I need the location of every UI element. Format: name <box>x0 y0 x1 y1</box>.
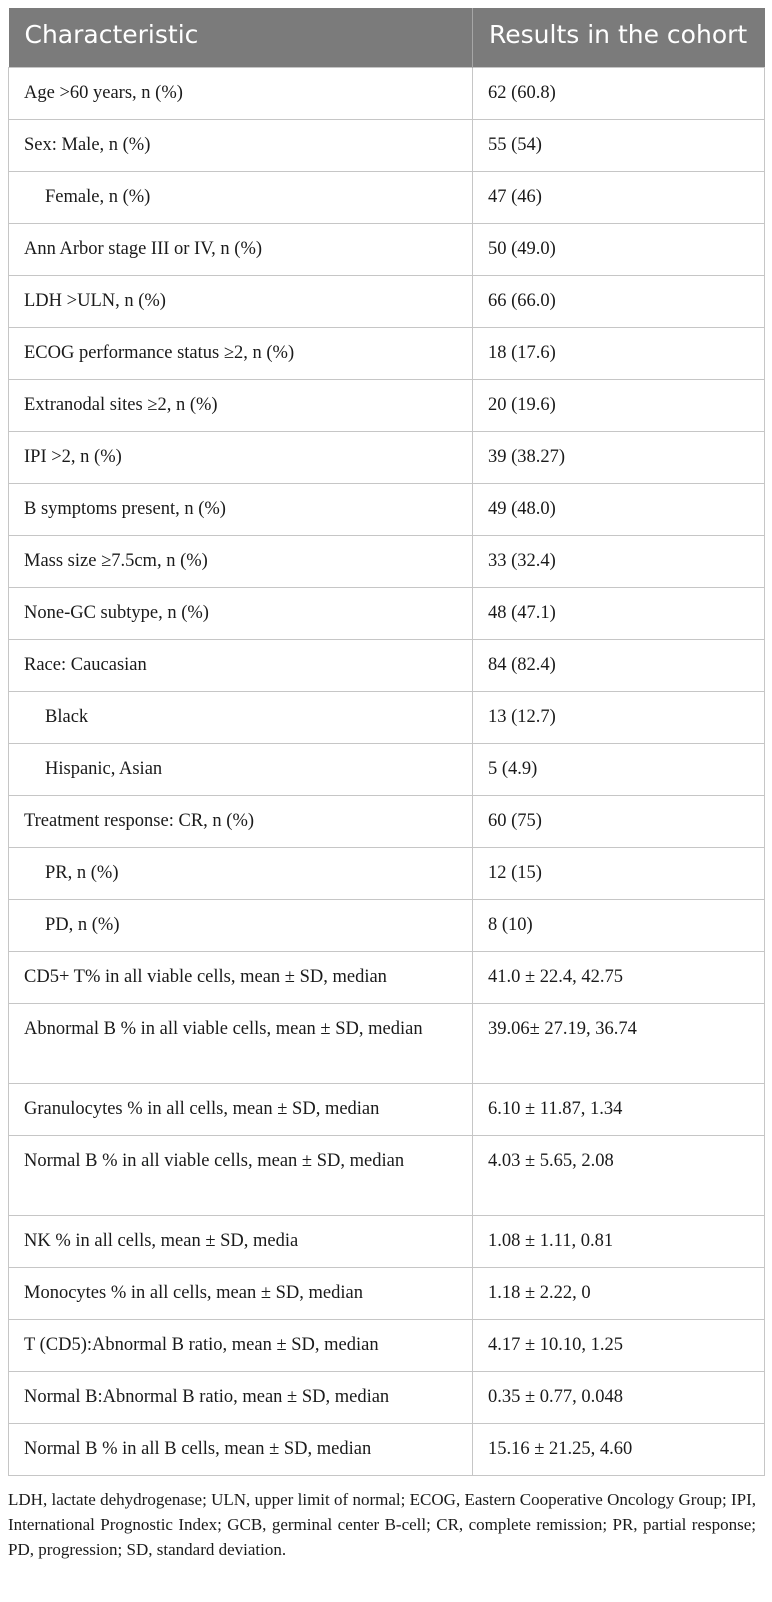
cell-characteristic: IPI >2, n (%) <box>9 431 473 483</box>
cell-characteristic: T (CD5):Abnormal B ratio, mean ± SD, median <box>9 1319 473 1371</box>
table-row <box>9 379 765 431</box>
cell-characteristic: LDH >ULN, n (%) <box>9 275 473 327</box>
cell-result: 20 (19.6) <box>473 379 765 431</box>
cell-characteristic: ECOG performance status ≥2, n (%) <box>9 327 473 379</box>
cell-result: 50 (49.0) <box>473 223 765 275</box>
table-row <box>9 639 765 691</box>
cell-characteristic: PD, n (%) <box>9 899 473 951</box>
table-row <box>9 67 765 119</box>
table-row <box>9 1319 765 1371</box>
table-row <box>9 1267 765 1319</box>
cell-result: 62 (60.8) <box>473 67 765 119</box>
table-row <box>9 743 765 795</box>
cell-characteristic: CD5+ T% in all viable cells, mean ± SD, median <box>9 951 473 1003</box>
characteristics-table <box>8 8 765 1476</box>
cell-result: 4.03 ± 5.65, 2.08 <box>473 1135 765 1215</box>
cell-result: 18 (17.6) <box>473 327 765 379</box>
table-row <box>9 1215 765 1267</box>
cell-result: 60 (75) <box>473 795 765 847</box>
cell-result: 39 (38.27) <box>473 431 765 483</box>
table-row <box>9 847 765 899</box>
header-row <box>9 8 765 67</box>
table-row <box>9 535 765 587</box>
table-row <box>9 691 765 743</box>
cell-characteristic: Hispanic, Asian <box>9 743 473 795</box>
cell-result: 33 (32.4) <box>473 535 765 587</box>
cell-characteristic: Age >60 years, n (%) <box>9 67 473 119</box>
cell-characteristic: Sex: Male, n (%) <box>9 119 473 171</box>
table-row <box>9 1003 765 1083</box>
cell-characteristic: Extranodal sites ≥2, n (%) <box>9 379 473 431</box>
table-row <box>9 899 765 951</box>
cell-result: 84 (82.4) <box>473 639 765 691</box>
table-row <box>9 275 765 327</box>
cell-result: 13 (12.7) <box>473 691 765 743</box>
cell-characteristic: Ann Arbor stage III or IV, n (%) <box>9 223 473 275</box>
cell-result: 55 (54) <box>473 119 765 171</box>
cell-result: 5 (4.9) <box>473 743 765 795</box>
table-row <box>9 1135 765 1215</box>
cell-result: 47 (46) <box>473 171 765 223</box>
table-row <box>9 483 765 535</box>
cell-characteristic: None-GC subtype, n (%) <box>9 587 473 639</box>
cell-result: 49 (48.0) <box>473 483 765 535</box>
cell-result: 1.18 ± 2.22, 0 <box>473 1267 765 1319</box>
table-row <box>9 223 765 275</box>
cell-result: 1.08 ± 1.11, 0.81 <box>473 1215 765 1267</box>
table-row <box>9 1083 765 1135</box>
cell-result: 41.0 ± 22.4, 42.75 <box>473 951 765 1003</box>
cell-result: 66 (66.0) <box>473 275 765 327</box>
cell-result: 0.35 ± 0.77, 0.048 <box>473 1371 765 1423</box>
cell-characteristic: PR, n (%) <box>9 847 473 899</box>
header-characteristic: Characteristic <box>9 8 473 67</box>
table-row <box>9 795 765 847</box>
table-row <box>9 951 765 1003</box>
cell-result: 4.17 ± 10.10, 1.25 <box>473 1319 765 1371</box>
table-row <box>9 431 765 483</box>
cell-characteristic: Treatment response: CR, n (%) <box>9 795 473 847</box>
cell-characteristic: Black <box>9 691 473 743</box>
cell-characteristic: B symptoms present, n (%) <box>9 483 473 535</box>
table-row <box>9 327 765 379</box>
cell-characteristic: Normal B % in all viable cells, mean ± SD, median <box>9 1135 473 1215</box>
cell-characteristic: Mass size ≥7.5cm, n (%) <box>9 535 473 587</box>
cell-result: 12 (15) <box>473 847 765 899</box>
cell-result: 6.10 ± 11.87, 1.34 <box>473 1083 765 1135</box>
table-row <box>9 587 765 639</box>
cell-characteristic: NK % in all cells, mean ± SD, media <box>9 1215 473 1267</box>
table-row <box>9 119 765 171</box>
cell-characteristic: Normal B:Abnormal B ratio, mean ± SD, median <box>9 1371 473 1423</box>
cell-characteristic: Monocytes % in all cells, mean ± SD, median <box>9 1267 473 1319</box>
table-row <box>9 1423 765 1475</box>
cell-result: 39.06± 27.19, 36.74 <box>473 1003 765 1083</box>
cell-characteristic: Normal B % in all B cells, mean ± SD, median <box>9 1423 473 1475</box>
cell-characteristic: Female, n (%) <box>9 171 473 223</box>
cell-result: 48 (47.1) <box>473 587 765 639</box>
table-row <box>9 1371 765 1423</box>
table-row <box>9 171 765 223</box>
table-footnote: LDH, lactate dehydrogenase; ULN, upper limit of normal; ECOG, Eastern Cooperative Oncology Group; IPI, International Prognostic Index; GCB, germinal center B-cell; CR, complete remission; PR, partial response; PD, progression; SD, standard deviation. <box>8 1490 756 1559</box>
cell-characteristic: Granulocytes % in all cells, mean ± SD, median <box>9 1083 473 1135</box>
cell-characteristic: Abnormal B % in all viable cells, mean ± SD, median <box>9 1003 473 1083</box>
cell-result: 8 (10) <box>473 899 765 951</box>
cell-result: 15.16 ± 21.25, 4.60 <box>473 1423 765 1475</box>
cell-characteristic: Race: Caucasian <box>9 639 473 691</box>
header-results: Results in the cohort <box>473 8 765 67</box>
